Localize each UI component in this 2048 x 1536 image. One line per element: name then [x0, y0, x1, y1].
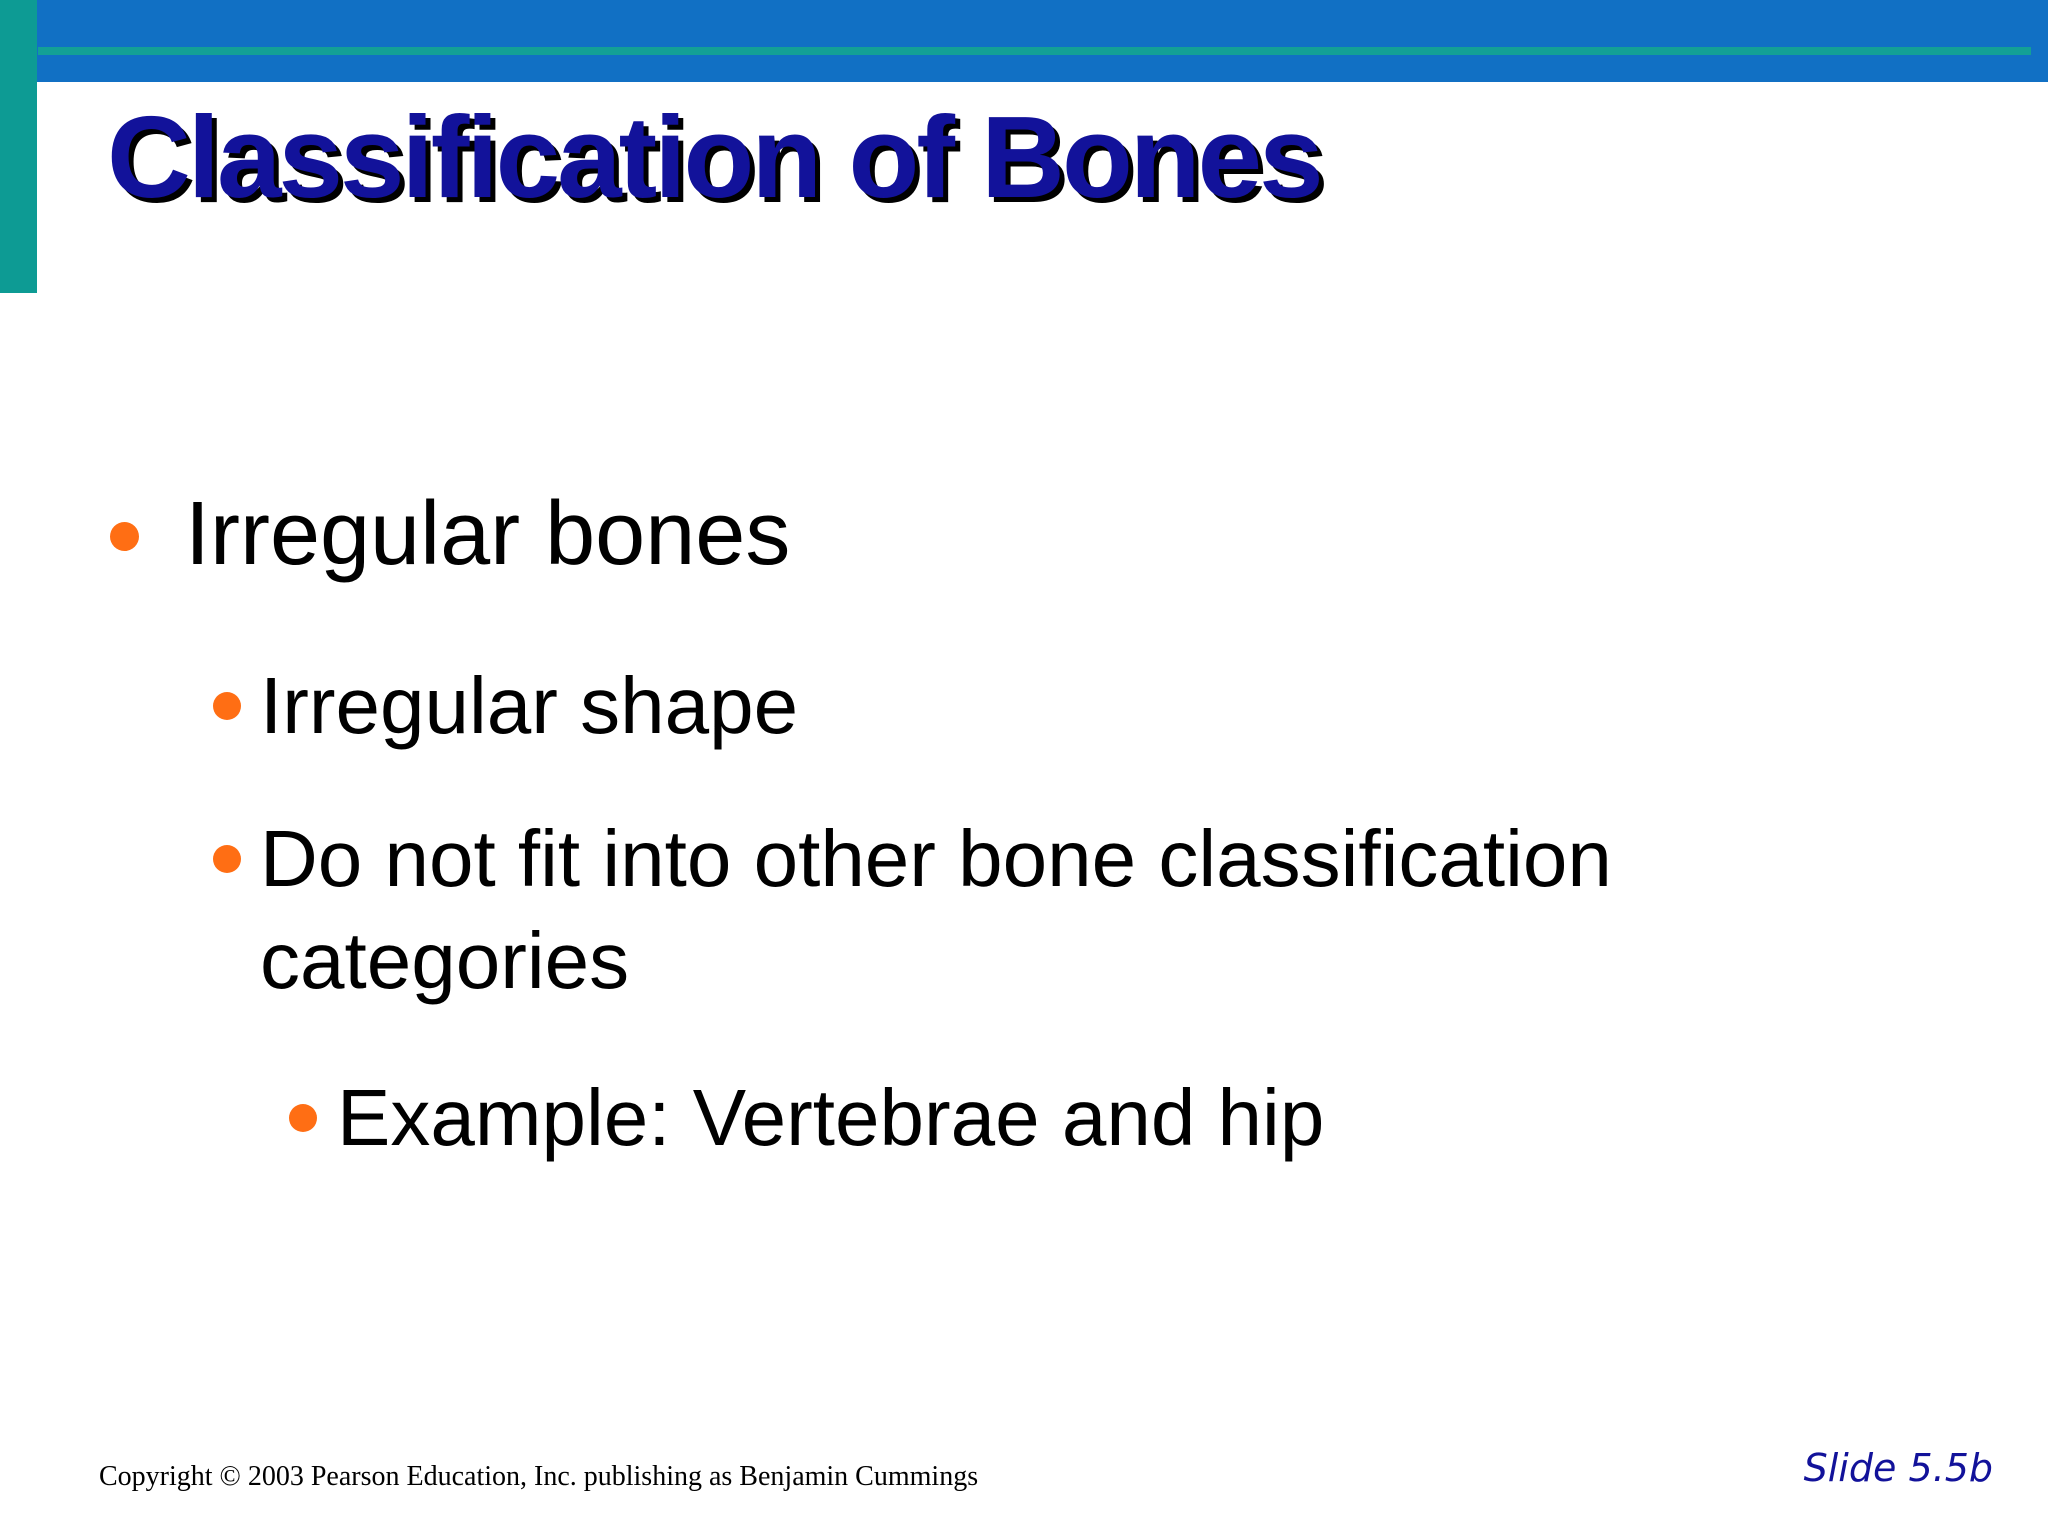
bullet-level-2: Do not fit into other bone classification categories [260, 814, 1612, 1005]
side-accent-bar [0, 0, 37, 293]
copyright-notice: Copyright © 2003 Pearson Education, Inc. publishing as Benjamin Cummings [99, 1461, 979, 1492]
bullet-dot-icon [110, 522, 139, 551]
bullet-level-1: Irregular bones [185, 484, 791, 584]
header-accent-stripe [38, 47, 2031, 55]
bullet-dot-icon [213, 692, 241, 720]
bullet-dot-icon [213, 845, 241, 873]
bullet-level-3: Example: Vertebrae and hip [337, 1073, 1325, 1162]
header-bar [0, 0, 2048, 82]
bullet-level-2: Irregular shape [260, 661, 799, 750]
slide-number: Slide 5.5b [1803, 1446, 1993, 1490]
slide-title: Classification of Bones [107, 92, 1321, 222]
bullet-dot-icon [289, 1104, 317, 1132]
